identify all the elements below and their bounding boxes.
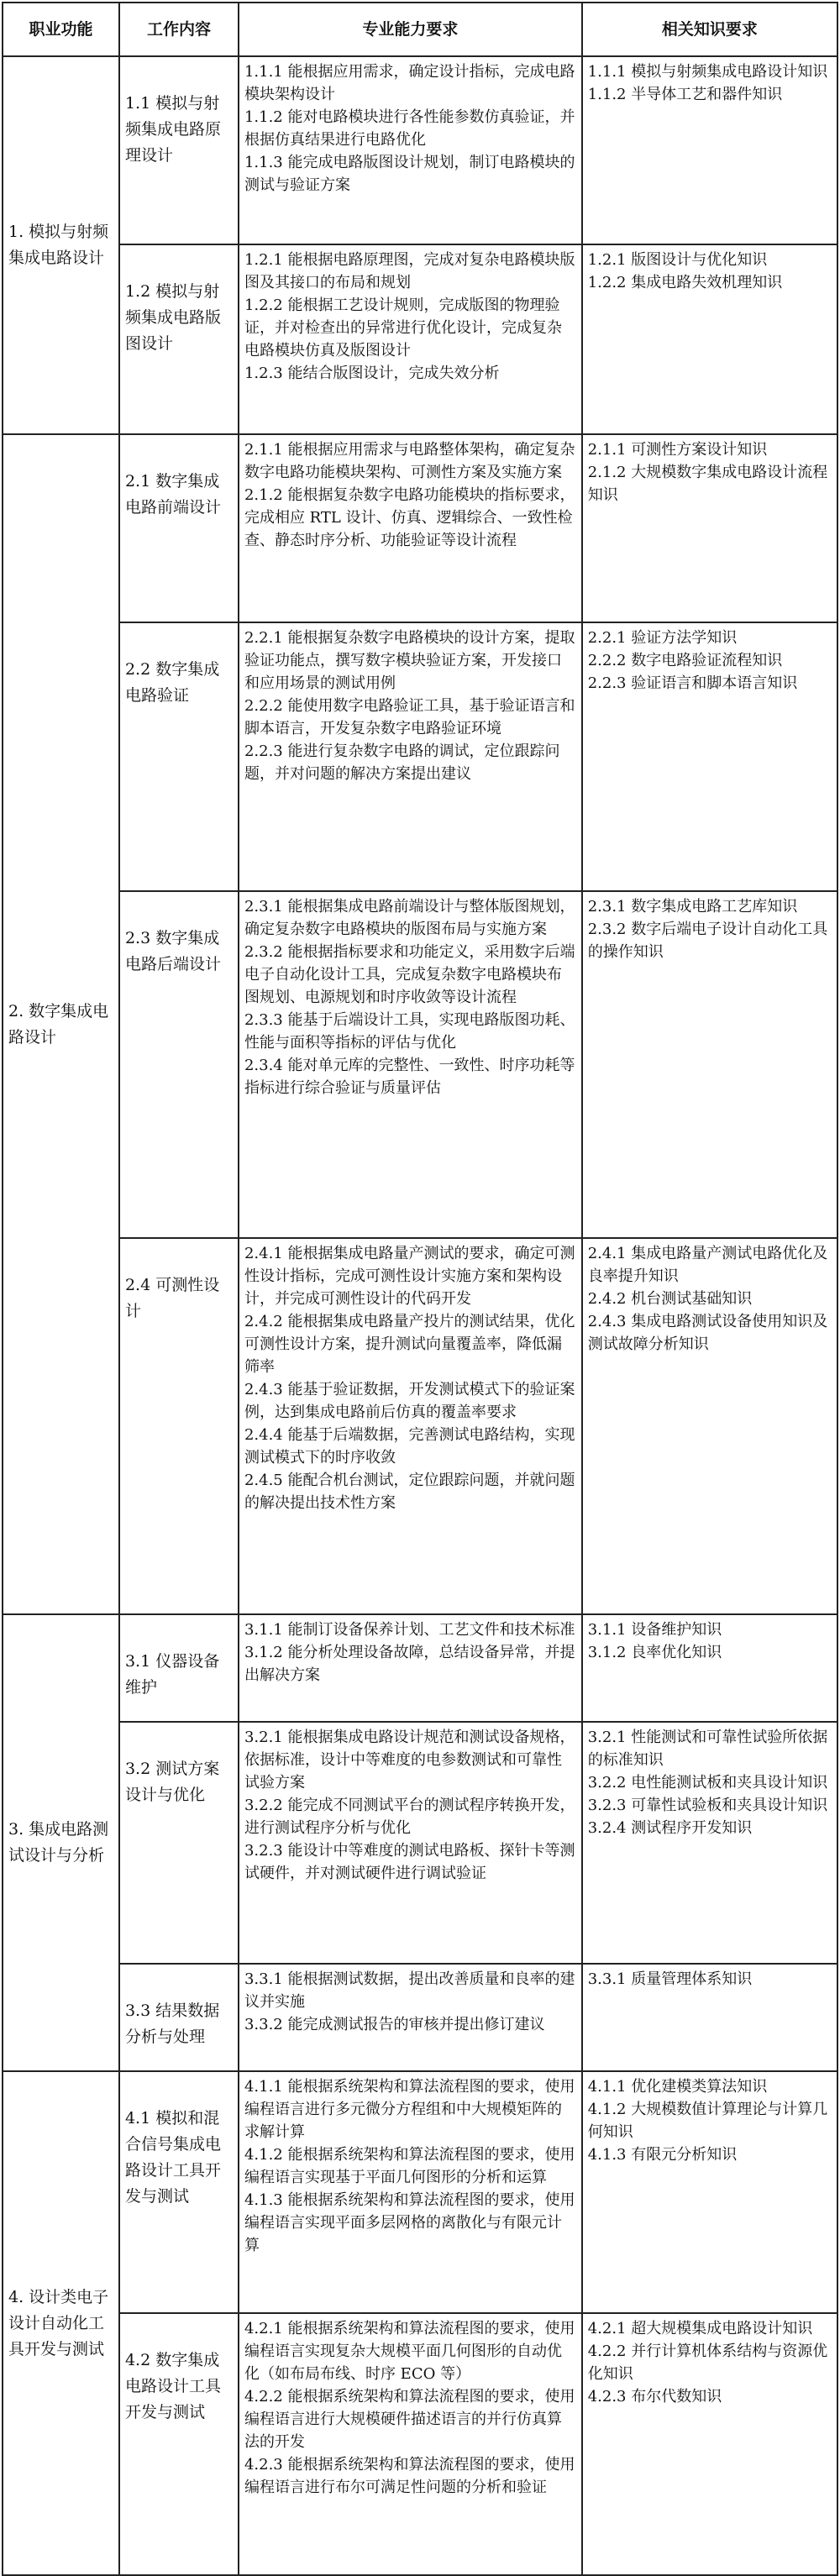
skill-item: 1.2.1 能根据电路原理图，完成对复杂电路模块版图及其接口的布局和规划	[244, 251, 575, 291]
skill-item: 2.4.1 能根据集成电路量产测试的要求，确定可测性设计指标，完成可测性设计实施方案和架构设计，并完成可测性设计的代码开发	[244, 1245, 575, 1308]
knowledge-item: 3.2.3 可靠性试验板和夹具设计知识	[587, 1797, 828, 1814]
table-row	[3, 244, 837, 434]
skills-cell	[239, 622, 582, 891]
knowledge-item: 3.1.2 良率优化知识	[587, 1644, 722, 1661]
skill-item: 2.3.2 能根据指标要求和功能定义，采用数字后端电子自动化设计工具，完成复杂数字电路模块布图规划、电源规划和时序收敛等设计流程	[244, 943, 575, 1006]
work-content-cell: 3.1 仪器设备维护	[119, 1614, 239, 1722]
skill-item: 1.2.2 能根据工艺设计规则，完成版图的物理验证，并对检查出的异常进行优化设计，完成复杂电路模块仿真及版图设计	[244, 296, 562, 359]
table-row	[3, 2313, 837, 2575]
header-knowledge-requirements: 相关知识要求	[582, 3, 837, 56]
skill-item: 2.4.3 能基于验证数据，开发测试模式下的验证案例，达到集成电路前后仿真的覆盖率要求	[244, 1381, 575, 1421]
table-row	[3, 2071, 837, 2313]
function-cell: 4. 设计类电子设计自动化工具开发与测试	[3, 2071, 119, 2575]
header-row	[3, 3, 837, 56]
skill-item: 4.1.2 能根据系统架构和算法流程图的要求，使用编程语言实现基于平面几何图形的分析和运算	[244, 2146, 575, 2186]
skill-item: 3.3.2 能完成测试报告的审核并提出修订建议	[244, 2016, 545, 2033]
work-content-cell: 3.2 测试方案设计与优化	[119, 1722, 239, 1964]
skill-item: 2.3.4 能对单元库的完整性、一致性、时序功耗等指标进行综合验证与质量评估	[244, 1057, 575, 1097]
knowledge-cell	[582, 2071, 837, 2313]
knowledge-item: 4.2.1 超大规模集成电路设计知识	[587, 2320, 813, 2337]
skills-cell	[239, 244, 582, 434]
knowledge-cell	[582, 1614, 837, 1722]
header-function: 职业功能	[3, 3, 119, 56]
work-content-cell: 2.1 数字集成电路前端设计	[119, 434, 239, 622]
skill-item: 2.1.1 能根据应用需求与电路整体架构，确定复杂数字电路功能模块架构、可测性方案及实施方案	[244, 441, 575, 481]
skill-item: 1.1.1 能根据应用需求，确定设计指标，完成电路模块架构设计	[244, 63, 575, 103]
skills-cell	[239, 2313, 582, 2575]
work-content-cell: 2.4 可测性设计	[119, 1238, 239, 1614]
knowledge-item: 1.1.1 模拟与射频集成电路设计知识	[587, 63, 828, 81]
knowledge-item: 3.1.1 设备维护知识	[587, 1621, 722, 1639]
knowledge-item: 4.1.1 优化建模类算法知识	[587, 2078, 768, 2096]
skill-item: 3.3.1 能根据测试数据，提出改善质量和良率的建议并实施	[244, 1970, 575, 2011]
knowledge-item: 2.1.1 可测性方案设计知识	[587, 441, 768, 459]
table-row	[3, 1238, 837, 1614]
knowledge-cell	[582, 56, 837, 244]
knowledge-item: 4.1.2 大规模数值计算理论与计算几何知识	[587, 2101, 828, 2141]
work-content-cell: 2.3 数字集成电路后端设计	[119, 891, 239, 1238]
skill-item: 4.2.2 能根据系统架构和算法流程图的要求，使用编程语言进行大规模硬件描述语言的并行仿真算法的开发	[244, 2388, 575, 2451]
skill-item: 2.2.1 能根据复杂数字电路模块的设计方案，提取验证功能点，撰写数字模块验证方案，开发接口和应用场景的测试用例	[244, 629, 575, 692]
skill-item: 4.1.3 能根据系统架构和算法流程图的要求，使用编程语言实现平面多层网格的离散化与有限元计算	[244, 2191, 575, 2254]
knowledge-item: 2.4.1 集成电路量产测试电路优化及良率提升知识	[587, 1245, 828, 1285]
knowledge-item: 2.4.3 集成电路测试设备使用知识及测试故障分析知识	[587, 1313, 828, 1353]
skill-item: 1.1.3 能完成电路版图设计规划，制订电路模块的测试与验证方案	[244, 154, 575, 194]
knowledge-cell	[582, 622, 837, 891]
skill-item: 2.4.5 能配合机台测试，定位跟踪问题，并就问题的解决提出技术性方案	[244, 1472, 575, 1512]
skill-item: 4.2.1 能根据系统架构和算法流程图的要求，使用编程语言实现复杂大规模平面几何图形的自动优化（如布局布线、时序 ECO 等）	[244, 2320, 575, 2383]
table-row	[3, 1722, 837, 1964]
skill-item: 4.2.3 能根据系统架构和算法流程图的要求，使用编程语言进行布尔可满足性问题的分析和验证	[244, 2456, 575, 2496]
table-row	[3, 56, 837, 244]
skill-item: 1.2.3 能结合版图设计，完成失效分析	[244, 365, 500, 382]
skills-cell	[239, 891, 582, 1238]
work-content-cell: 4.2 数字集成电路设计工具开发与测试	[119, 2313, 239, 2575]
knowledge-item: 3.2.2 电性能测试板和夹具设计知识	[587, 1774, 828, 1792]
work-content-cell: 3.3 结果数据分析与处理	[119, 1964, 239, 2071]
knowledge-item: 2.4.2 机台测试基础知识	[587, 1290, 753, 1308]
skill-item: 3.1.1 能制订设备保养计划、工艺文件和技术标准	[244, 1621, 575, 1639]
header-skill-requirements: 专业能力要求	[239, 3, 582, 56]
knowledge-cell	[582, 1238, 837, 1614]
knowledge-cell	[582, 434, 837, 622]
work-content-cell: 4.1 模拟和混合信号集成电路设计工具开发与测试	[119, 2071, 239, 2313]
skills-cell	[239, 1238, 582, 1614]
knowledge-item: 4.2.3 布尔代数知识	[587, 2388, 722, 2405]
table-row	[3, 434, 837, 622]
skills-cell	[239, 1964, 582, 2071]
knowledge-item: 3.3.1 质量管理体系知识	[587, 1970, 753, 1988]
work-content-cell: 1.2 模拟与射频集成电路版图设计	[119, 244, 239, 434]
skill-item: 3.2.3 能设计中等难度的测试电路板、探针卡等测试硬件，并对测试硬件进行调试验证	[244, 1842, 575, 1882]
table-row	[3, 1964, 837, 2071]
table-row	[3, 622, 837, 891]
knowledge-cell	[582, 2313, 837, 2575]
knowledge-item: 2.1.2 大规模数字集成电路设计流程知识	[587, 464, 828, 504]
work-content-cell: 2.2 数字集成电路验证	[119, 622, 239, 891]
skill-item: 3.2.1 能根据集成电路设计规范和测试设备规格，依据标准，设计中等难度的电参数测试和可靠性试验方案	[244, 1729, 575, 1792]
skill-item: 2.2.3 能进行复杂数字电路的调试，定位跟踪问题，并对问题的解决方案提出建议	[244, 742, 560, 783]
skill-item: 1.1.2 能对电路模块进行各性能参数仿真验证，并根据仿真结果进行电路优化	[244, 108, 575, 149]
knowledge-item: 1.2.1 版图设计与优化知识	[587, 251, 768, 269]
knowledge-item: 2.2.1 验证方法学知识	[587, 629, 738, 647]
knowledge-item: 2.3.1 数字集成电路工艺库知识	[587, 898, 798, 916]
skill-item: 2.3.3 能基于后端设计工具，实现电路版图功耗、性能与面积等指标的评估与优化	[244, 1011, 575, 1052]
knowledge-item: 1.1.2 半导体工艺和器件知识	[587, 86, 783, 103]
skill-item: 2.1.2 能根据复杂数字电路功能模块的指标要求，完成相应 RTL 设计、仿真、逻辑综合、一致性检查、静态时序分析、功能验证等设计流程	[244, 486, 575, 549]
table-row	[3, 1614, 837, 1722]
knowledge-item: 4.1.3 有限元分析知识	[587, 2146, 738, 2164]
skills-cell	[239, 56, 582, 244]
knowledge-item: 1.2.2 集成电路失效机理知识	[587, 274, 783, 291]
knowledge-cell	[582, 891, 837, 1238]
competency-table	[2, 2, 838, 2576]
skills-cell	[239, 2071, 582, 2313]
skill-item: 2.4.2 能根据集成电路量产投片的测试结果，优化可测性设计方案，提升测试向量覆盖率，降低漏筛率	[244, 1313, 575, 1376]
skill-item: 2.3.1 能根据集成电路前端设计与整体版图规划，确定复杂数字电路模块的版图布局与实施方案	[244, 898, 575, 938]
skill-item: 3.2.2 能完成不同测试平台的测试程序转换开发，进行测试程序分析与优化	[244, 1797, 575, 1837]
skills-cell	[239, 1722, 582, 1964]
function-cell: 2. 数字集成电路设计	[3, 434, 119, 1614]
knowledge-item: 3.2.4 测试程序开发知识	[587, 1819, 753, 1837]
skill-item: 3.1.2 能分析处理设备故障，总结设备异常，并提出解决方案	[244, 1644, 575, 1684]
knowledge-item: 3.2.1 性能测试和可靠性试验所依据的标准知识	[587, 1729, 828, 1769]
skills-cell	[239, 434, 582, 622]
knowledge-item: 2.3.2 数字后端电子设计自动化工具的操作知识	[587, 921, 828, 961]
skills-cell	[239, 1614, 582, 1722]
skill-item: 4.1.1 能根据系统架构和算法流程图的要求，使用编程语言进行多元微分方程组和中大规模矩阵的求解计算	[244, 2078, 575, 2141]
function-cell: 3. 集成电路测试设计与分析	[3, 1614, 119, 2071]
skill-item: 2.4.4 能基于后端数据，完善测试电路结构，实现测试模式下的时序收敛	[244, 1426, 575, 1466]
table-row	[3, 891, 837, 1238]
skill-item: 2.2.2 能使用数字电路验证工具，基于验证语言和脚本语言，开发复杂数字电路验证环境	[244, 697, 575, 737]
knowledge-cell	[582, 244, 837, 434]
knowledge-cell	[582, 1722, 837, 1964]
knowledge-item: 2.2.2 数字电路验证流程知识	[587, 652, 783, 669]
knowledge-item: 4.2.2 并行计算机体系结构与资源优化知识	[587, 2343, 828, 2383]
knowledge-item: 2.2.3 验证语言和脚本语言知识	[587, 674, 798, 692]
function-cell: 1. 模拟与射频集成电路设计	[3, 56, 119, 434]
work-content-cell: 1.1 模拟与射频集成电路原理设计	[119, 56, 239, 244]
header-work-content: 工作内容	[119, 3, 239, 56]
knowledge-cell	[582, 1964, 837, 2071]
